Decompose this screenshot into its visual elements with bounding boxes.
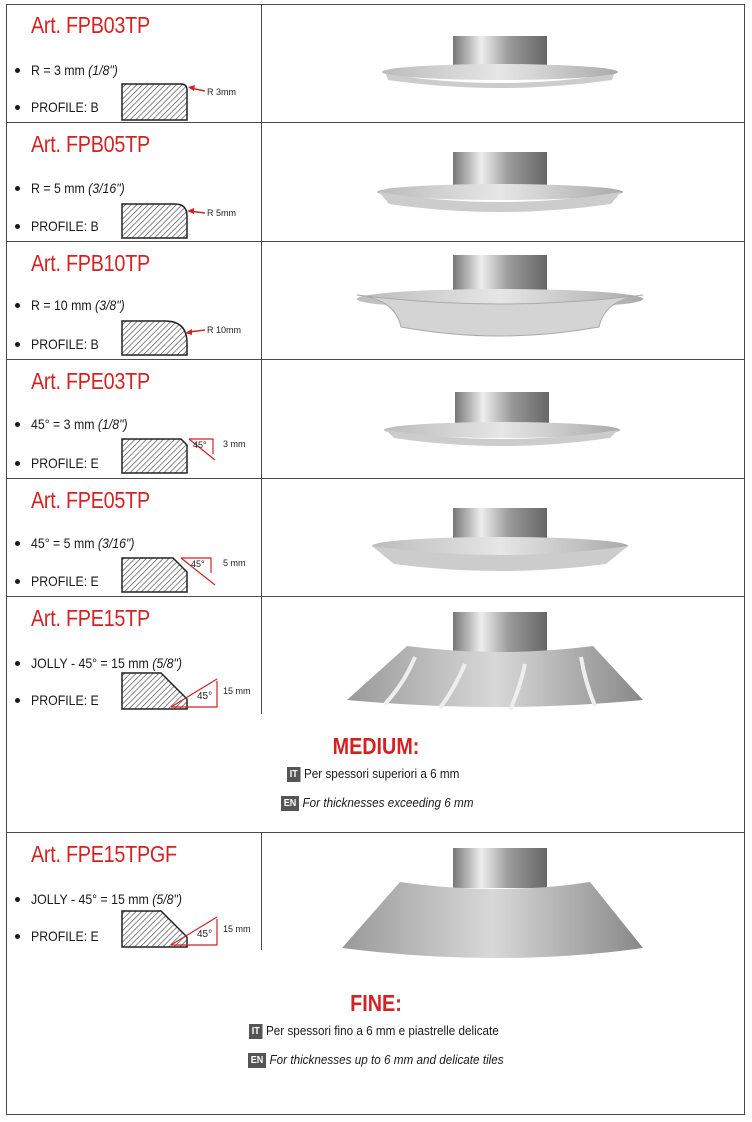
product-spec: R = 3 mm (1/8") — [31, 62, 118, 78]
bullet-icon — [15, 105, 20, 110]
profile-label: PROFILE: E — [31, 692, 99, 708]
product-code: Art. FPB05TP — [31, 131, 150, 157]
grade-note-it: IT Per spessori fino a 6 mm e piastrelle delicate — [249, 1023, 499, 1039]
profile-dimension: 5 mm — [223, 558, 246, 568]
profile-b-diagram — [121, 320, 261, 358]
profile-label: PROFILE: E — [31, 455, 99, 471]
profile-dimension: 3 mm — [223, 439, 246, 449]
lang-tag-it: IT — [287, 767, 300, 782]
profile-e-diagram — [121, 436, 261, 476]
bullet-icon — [15, 68, 20, 73]
profile-dimension: R 5mm — [207, 208, 236, 218]
profile-label: PROFILE: B — [31, 99, 99, 115]
profile-dimension: R 10mm — [207, 325, 242, 335]
grinding-wheel-photo — [355, 255, 645, 339]
product-spec: R = 10 mm (3/8") — [31, 297, 125, 313]
profile-dimension: R 3mm — [207, 87, 236, 97]
grade-heading-medium: MEDIUM: — [332, 733, 420, 759]
profile-label: PROFILE: E — [31, 928, 99, 944]
bullet-icon — [15, 897, 20, 902]
grade-note-en: EN For thicknesses up to 6 mm and delicate tiles — [248, 1052, 504, 1068]
profile-e-diagram — [121, 555, 261, 595]
grinding-wheel-photo — [340, 848, 645, 966]
product-spec: JOLLY - 45° = 15 mm (5/8") — [31, 891, 182, 907]
grinding-wheel-photo — [370, 508, 630, 574]
product-code: Art. FPB10TP — [31, 250, 150, 276]
angle-label: 45° — [197, 691, 213, 702]
lang-tag-en: EN — [248, 1053, 266, 1068]
bullet-icon — [15, 303, 20, 308]
profile-dimension: 15 mm — [223, 924, 251, 934]
product-row-fpb03tp — [7, 4, 261, 122]
bullet-icon — [15, 186, 20, 191]
column-divider — [261, 4, 262, 596]
lang-tag-it: IT — [249, 1024, 262, 1039]
profile-label: PROFILE: E — [31, 573, 99, 589]
product-row-fpe03tp — [7, 360, 261, 478]
grade-heading-fine: FINE: — [350, 990, 402, 1016]
product-row-fpe15tpgf — [7, 833, 261, 951]
angle-label: 45° — [197, 929, 213, 940]
product-row-fpb05tp — [7, 123, 261, 241]
bullet-icon — [15, 579, 20, 584]
grade-note-it: IT Per spessori superiori a 6 mm — [287, 766, 459, 782]
grinding-wheel-photo — [345, 612, 645, 712]
bullet-icon — [15, 661, 20, 666]
grinding-wheel-photo — [380, 36, 620, 96]
profile-jolly-diagram — [121, 671, 261, 713]
product-spec: R = 5 mm (3/16") — [31, 180, 125, 196]
bullet-icon — [15, 461, 20, 466]
product-spec: JOLLY - 45° = 15 mm (5/8") — [31, 655, 182, 671]
column-divider — [261, 596, 262, 714]
lang-tag-en: EN — [281, 796, 299, 811]
angle-label: 45° — [191, 559, 205, 569]
bullet-icon — [15, 422, 20, 427]
profile-label: PROFILE: B — [31, 218, 99, 234]
product-code: Art. FPE05TP — [31, 487, 150, 513]
product-code: Art. FPB03TP — [31, 12, 150, 38]
grinding-wheel-photo — [382, 392, 622, 452]
bullet-icon — [15, 342, 20, 347]
product-code: Art. FPE15TPGF — [31, 841, 177, 867]
angle-label: 45° — [193, 440, 207, 450]
bullet-icon — [15, 541, 20, 546]
profile-label: PROFILE: B — [31, 336, 99, 352]
grinding-wheel-photo — [375, 152, 625, 218]
product-code: Art. FPE03TP — [31, 368, 150, 394]
profile-b-diagram — [121, 83, 261, 121]
grade-note-en: EN For thicknesses exceeding 6 mm — [281, 795, 474, 811]
bullet-icon — [15, 698, 20, 703]
product-spec: 45° = 3 mm (1/8") — [31, 416, 128, 432]
profile-b-diagram — [121, 203, 261, 241]
column-divider — [261, 832, 262, 950]
product-row-fpe05tp — [7, 479, 261, 597]
profile-dimension: 15 mm — [223, 686, 251, 696]
bullet-icon — [15, 224, 20, 229]
product-row-fpe15tp — [7, 597, 261, 715]
product-spec: 45° = 5 mm (3/16") — [31, 535, 135, 551]
bullet-icon — [15, 934, 20, 939]
profile-jolly-diagram — [121, 909, 261, 951]
product-code: Art. FPE15TP — [31, 605, 150, 631]
product-row-fpb10tp — [7, 242, 261, 360]
